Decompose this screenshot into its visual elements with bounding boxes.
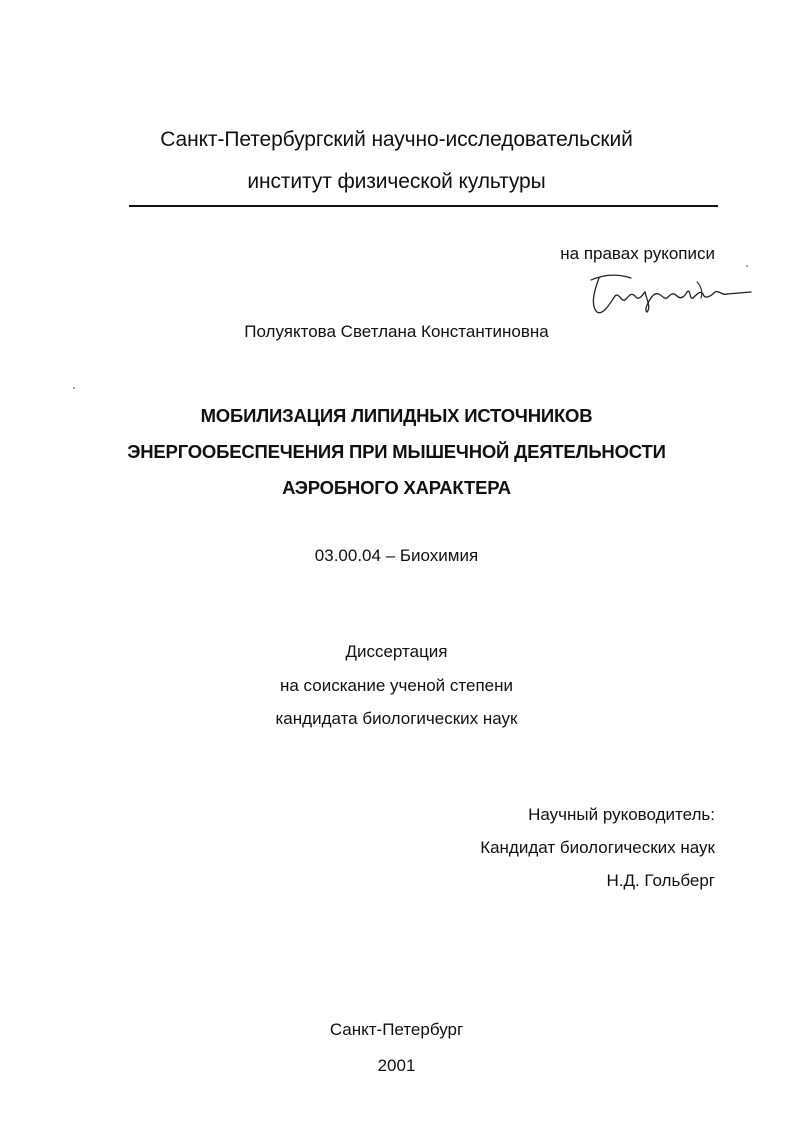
supervisor-label: Научный руководитель: — [528, 805, 715, 824]
dissertation-title-line-1: МОБИЛИЗАЦИЯ ЛИПИДНЫХ ИСТОЧНИКОВ — [200, 405, 593, 426]
degree-purpose: на соискание ученой степени — [279, 676, 513, 695]
supervisor-degree: Кандидат биологических наук — [480, 838, 715, 857]
dissertation-title-line-2: ЭНЕРГООБЕСПЕЧЕНИЯ ПРИ МЫШЕЧНОЙ ДЕЯТЕЛЬНОСТИ — [127, 441, 666, 462]
supervisor-name: Н.Д. Гольберг — [606, 871, 715, 890]
manuscript-note: на правах рукописи — [560, 244, 715, 263]
signature — [585, 272, 755, 322]
header-divider — [129, 205, 718, 207]
scan-speck — [73, 387, 75, 389]
year: 2001 — [377, 1056, 416, 1075]
dissertation-title-line-3: АЭРОБНОГО ХАРАКТЕРА — [282, 477, 511, 498]
author-name: Полуяктова Светлана Константиновна — [244, 322, 549, 341]
degree-name: кандидата биологических наук — [275, 709, 518, 728]
scan-speck — [746, 265, 748, 267]
institution-line-2: институт физической культуры — [247, 170, 546, 193]
city: Санкт-Петербург — [329, 1020, 464, 1039]
dissertation-label: Диссертация — [345, 642, 448, 661]
specialty-code: 03.00.04 – Биохимия — [314, 546, 479, 565]
institution-line-1: Санкт-Петербургский научно-исследовательский — [160, 128, 633, 151]
